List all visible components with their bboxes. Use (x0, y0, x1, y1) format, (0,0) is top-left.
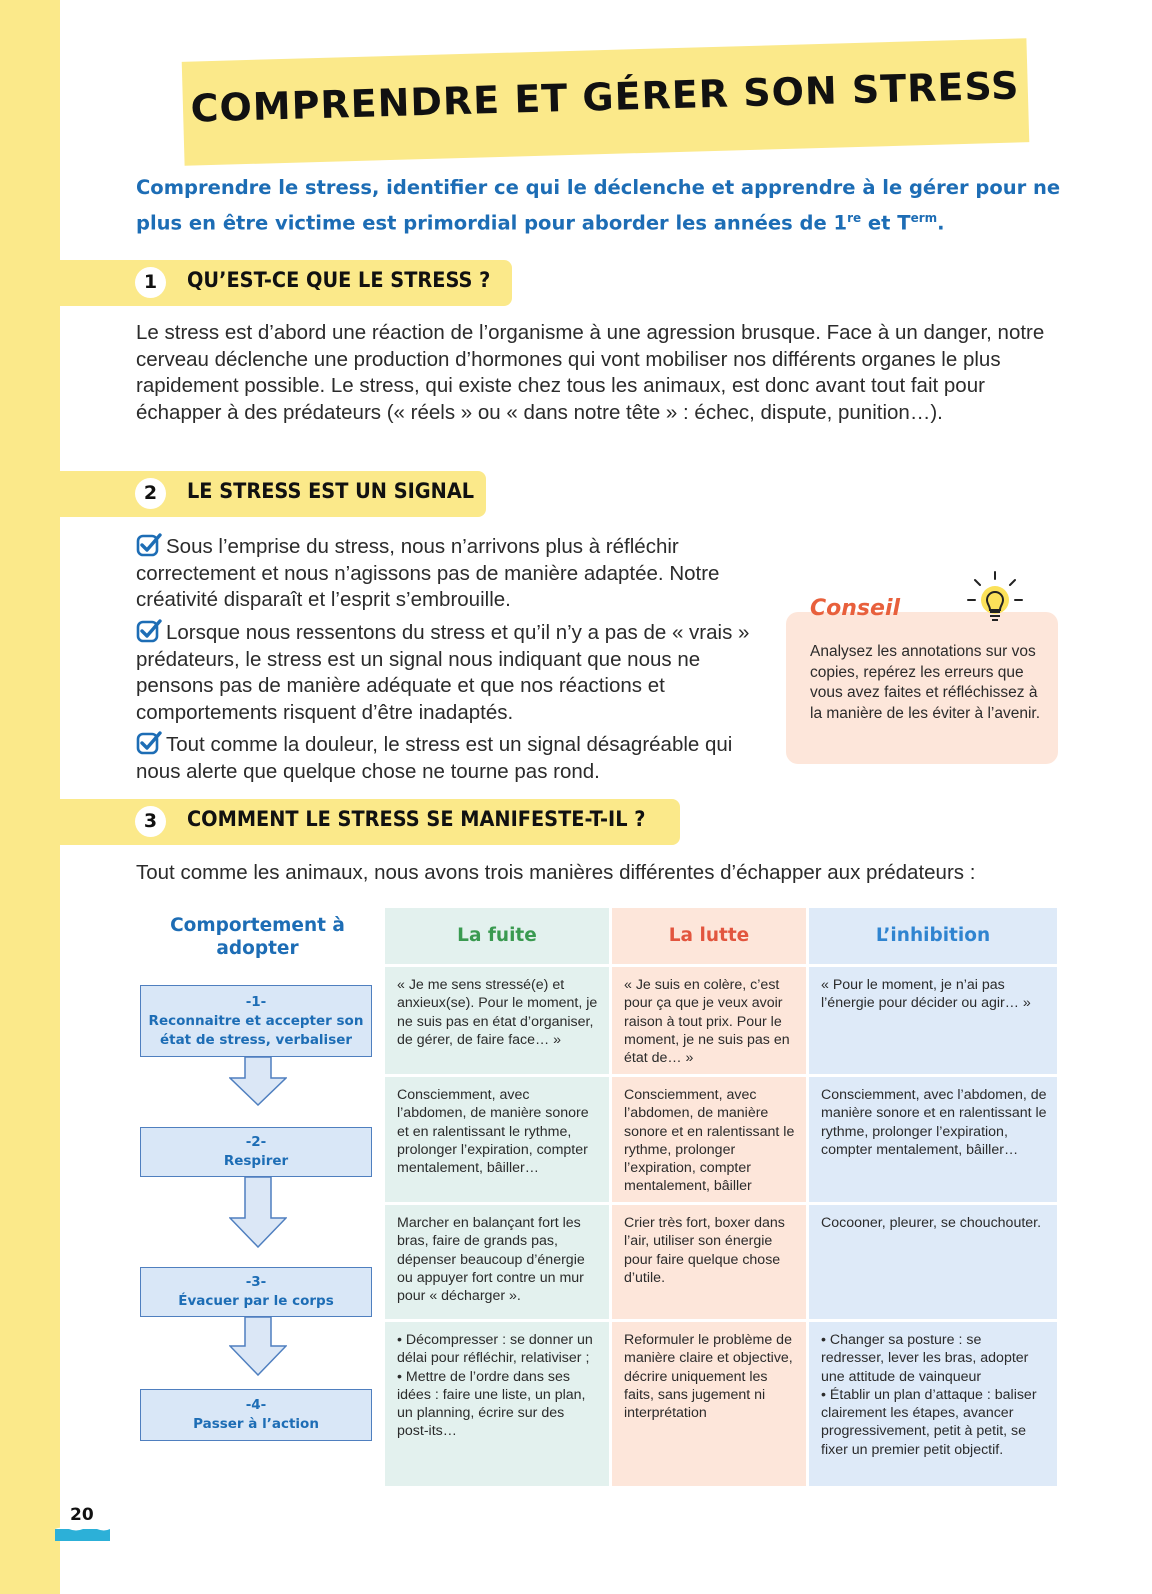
table-cell: Consciemment, avec l’abdomen, de manière sonore et en ralentissant le rythme, prolonger l’expiration, compter mentalement, bâiller… (385, 1077, 609, 1202)
section-1-title: QU’EST-CE QUE LE STRESS ? (187, 268, 491, 292)
signal-item-2-text: Lorsque nous ressentons du stress et qu’il n’y a pas de « vrais » prédateurs, le stress est un signal nous indiquant que nous ne pensons pas de manière adéquate et que nos réactions et comportements risquent d’être inadaptés. (136, 621, 750, 724)
table-cell: Marcher en balançant fort les bras, faire de grands pas, dépenser beaucoup d’énergie ou appuyer fort contre un mur pour « décharger ». (385, 1205, 609, 1319)
intro-sup-1: re (847, 211, 862, 225)
tip-text: Analysez les annotations sur vos copies, repérez les erreurs que vous avez faites et réfléchissez à la manière de les éviter à l’avenir. (810, 643, 1041, 722)
table-cell: Consciemment, avec l’abdomen, de manière sonore et en ralentissant le rythme, prolonger l’expiration, compter mentalement, bâiller… (809, 1077, 1057, 1202)
signal-item-3 (136, 730, 766, 785)
section-3-number: 3 (135, 806, 166, 837)
table-cell: Cocooner, pleurer, se chouchouter. (809, 1205, 1057, 1319)
flow-arrow-down-icon (229, 1056, 287, 1106)
intro-end: . (937, 211, 945, 235)
flow-step-3-num: -3- (245, 1274, 267, 1290)
flow-step-4-num: -4- (245, 1397, 267, 1413)
table-cell: « Je suis en colère, c’est pour ça que je veux avoir raison à tout prix. Pour le moment, je ne suis pas en état de… » (612, 967, 806, 1074)
section-3-title: COMMENT LE STRESS SE MANIFESTE-T-IL ? (187, 807, 646, 831)
check-icon (136, 730, 162, 756)
intro-text (136, 172, 1076, 239)
section-2-number: 2 (135, 478, 166, 509)
tip-title: Conseil (810, 596, 901, 621)
page-title: COMPRENDRE ET GÉRER SON STRESS (190, 63, 1020, 131)
table-cell: Reformuler le problème de manière claire et objective, décrire uniquement les faits, sans jugement ni interprétation (612, 1322, 806, 1486)
section-1-number: 1 (135, 267, 166, 298)
signal-item-1-text: Sous l’emprise du stress, nous n’arrivons plus à réfléchir correctement et nous n’agissons pas de manière adaptée. Notre créativité disparaît et l’esprit s’embrouille. (136, 535, 720, 611)
table-cell: Crier très fort, boxer dans l’air, utiliser son énergie pour faire quelque chose d’utile. (612, 1205, 806, 1319)
column-header-inhibition: L’inhibition (809, 908, 1057, 964)
page-number: 20 (70, 1505, 94, 1525)
lightbulb-icon (966, 570, 1024, 632)
flow-step-2-num: -2- (245, 1134, 267, 1150)
column-header-fuite: La fuite (385, 908, 609, 964)
flow-arrow-down-icon (229, 1316, 287, 1376)
flow-step-4-label: Passer à l’action (193, 1416, 319, 1432)
flow-step-3 (140, 1267, 372, 1317)
intro-sup-2: erm (910, 211, 938, 225)
table-cell: « Je me sens stressé(e) et anxieux(se). Pour le moment, je ne suis pas en état d’organiser, de gérer, de faire face… » (385, 967, 609, 1074)
table-cell: Consciemment, avec l’abdomen, de manière sonore et en ralentissant le rythme, prolonger l’expiration, compter mentalement, bâiller (612, 1077, 806, 1202)
section-2-title: LE STRESS EST UN SIGNAL (187, 479, 475, 503)
flow-step-2 (140, 1127, 372, 1177)
left-margin-band (0, 0, 60, 1594)
signal-item-3-text: Tout comme la douleur, le stress est un signal désagréable qui nous alerte que quelque chose ne tourne pas rond. (136, 733, 733, 783)
flow-step-1-num: -1- (245, 993, 267, 1010)
table-cell: • Décompresser : se donner un délai pour réfléchir, relativiser ; • Mettre de l’ordre dans ses idées : faire une liste, un plan, un planning, écrire sur des post-its… (385, 1322, 609, 1486)
section-3-intro: Tout comme les animaux, nous avons trois manières différentes d’échapper aux prédateurs : (136, 861, 976, 884)
flow-step-3-label: Évacuer par le corps (178, 1293, 334, 1309)
flow-arrow-down-icon (229, 1176, 287, 1248)
section-1-text: Le stress est d’abord une réaction de l’organisme à une agression brusque. Face à un danger, notre cerveau déclenche une production d’hormones qui vont mobiliser nos différents organes le plus rapidement possible. Le stress, qui existe chez tous les animaux, est donc avant tout fait pour échapper à des prédateurs (« réels » ou « dans notre tête » : échec, dispute, punition…). (136, 321, 1045, 424)
table-cell: « Pour le moment, je n’ai pas l’énergie pour décider ou agir… » (809, 967, 1057, 1074)
signal-item-1 (136, 532, 776, 614)
check-icon (136, 532, 162, 558)
intro-mid: et T (861, 211, 911, 235)
column-header-lutte: La lutte (612, 908, 806, 964)
flow-step-1 (140, 985, 372, 1057)
flow-step-1-label: Reconnaitre et accepter son état de stress, verbaliser (148, 1012, 364, 1048)
check-icon (136, 618, 162, 644)
wave-decoration (55, 1527, 110, 1541)
signal-item-2 (136, 618, 776, 726)
intro-main: Comprendre le stress, identifier ce qui le déclenche et apprendre à le gérer pour ne plus en être victime est primordial pour aborder les années de 1 (136, 176, 1061, 235)
flow-step-4 (140, 1389, 372, 1441)
flow-step-2-label: Respirer (223, 1153, 289, 1169)
flow-header: Comportement à adopter (170, 915, 345, 959)
table-cell: • Changer sa posture : se redresser, lever les bras, adopter une attitude de vainqueur • Établir un plan d’attaque : baliser clairement les étapes, avancer progressivement, petit à petit, se fixer un premier petit objectif. (809, 1322, 1057, 1486)
